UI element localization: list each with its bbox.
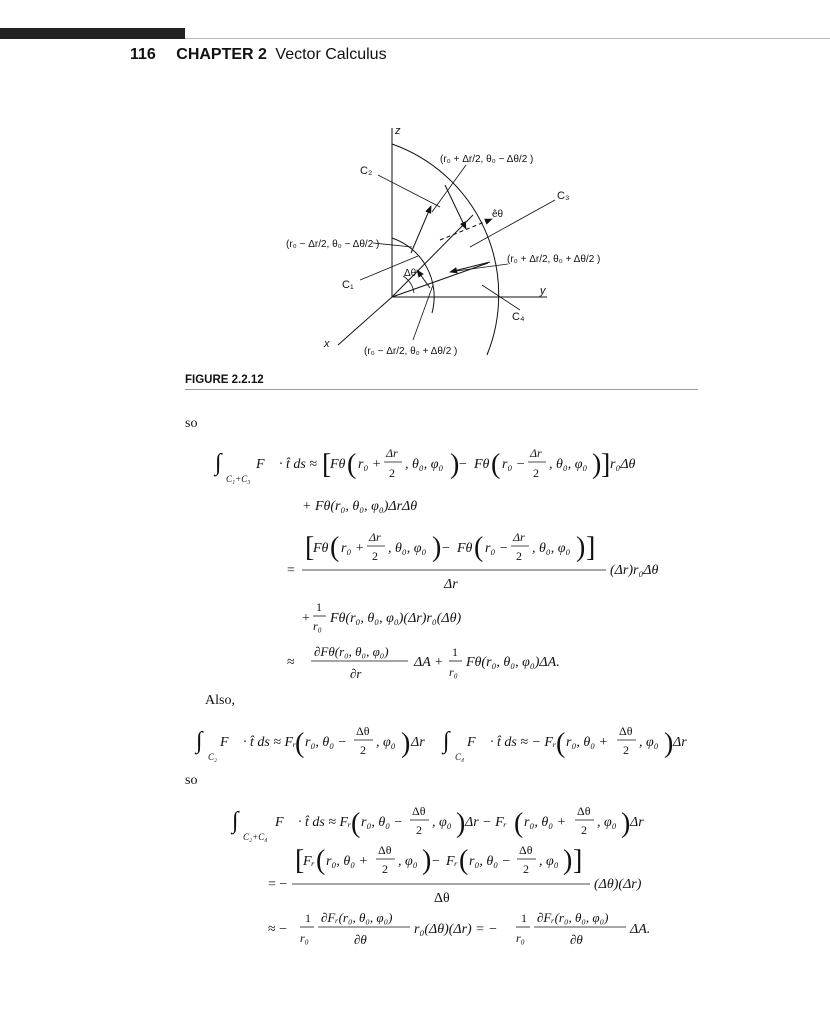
svg-text:[: [ [295, 845, 305, 876]
delta-theta-label: Δθ [404, 268, 417, 279]
c3-label: C₃ [557, 190, 570, 202]
figure-caption: FIGURE 2.2.12 [185, 374, 264, 386]
svg-text:2: 2 [533, 466, 539, 480]
svg-text:r₀ −: r₀ − [502, 457, 526, 472]
svg-text:): ) [563, 845, 573, 876]
svg-text:): ) [432, 532, 442, 563]
svg-text:C₄: C₄ [455, 752, 465, 762]
svg-text:r₀ +: r₀ + [341, 541, 365, 556]
svg-text:r₀: r₀ [300, 931, 309, 945]
svg-text:=: = [287, 563, 295, 578]
svg-text:F⃗ · t̂ ds ≈ Fᵣ: F⃗ · t̂ ds ≈ Fᵣ [275, 815, 352, 830]
svg-text:(: ( [556, 728, 566, 759]
svg-text:Fᵣ: Fᵣ [446, 854, 458, 869]
c1-label: C₁ [342, 279, 354, 291]
svg-text:(: ( [347, 449, 357, 480]
c2-label: C₂ [360, 165, 373, 177]
svg-text:ΔA +: ΔA + [414, 655, 444, 670]
svg-text:(: ( [514, 808, 524, 839]
svg-text:r₀, θ₀ +: r₀, θ₀ + [566, 735, 609, 750]
e-theta-label: êθ [492, 209, 504, 220]
svg-text:, θ₀, φ₀: , θ₀, φ₀ [388, 541, 427, 556]
svg-text:−: − [442, 541, 450, 556]
svg-text:r₀: r₀ [313, 619, 322, 633]
svg-text:1: 1 [521, 911, 527, 925]
svg-text:Δθ: Δθ [434, 891, 450, 906]
svg-text:∫: ∫ [196, 728, 203, 754]
page-number: 116 [130, 46, 156, 63]
svg-text:ΔA.: ΔA. [630, 922, 651, 937]
svg-text:+ Fθ(r₀, θ₀, φ₀)ΔrΔθ: + Fθ(r₀, θ₀, φ₀)ΔrΔθ [302, 499, 418, 514]
svg-text:, φ₀: , φ₀ [376, 735, 396, 750]
svg-text:): ) [592, 449, 602, 480]
svg-text:+: + [302, 611, 310, 626]
text-also: Also, [205, 693, 235, 708]
svg-text:Δθ: Δθ [519, 843, 533, 857]
svg-text:Δr: Δr [369, 530, 381, 544]
svg-text:): ) [401, 728, 411, 759]
svg-text:−: − [432, 854, 440, 869]
svg-text:): ) [664, 728, 674, 759]
svg-text:1: 1 [316, 600, 322, 614]
svg-text:= −: = − [268, 877, 288, 892]
svg-text:∂r: ∂r [350, 666, 362, 681]
svg-text:≈ −: ≈ − [268, 922, 288, 937]
svg-text:[: [ [305, 532, 315, 563]
c4-label: C₄ [512, 311, 525, 323]
svg-text:Fθ: Fθ [313, 541, 329, 556]
svg-text:Fθ(r₀, θ₀, φ₀)ΔA.: Fθ(r₀, θ₀, φ₀)ΔA. [466, 655, 560, 670]
svg-text:C₂: C₂ [208, 752, 218, 762]
point-top-label: (r₀ + Δr/2, θ₀ − Δθ/2 ) [440, 154, 534, 165]
svg-text:C₂+C₄: C₂+C₄ [243, 832, 268, 842]
svg-text:(: ( [330, 532, 340, 563]
svg-text:, θ₀, φ₀: , θ₀, φ₀ [532, 541, 571, 556]
point-bottom-label: (r₀ − Δr/2, θ₀ + Δθ/2 ) [364, 346, 458, 357]
svg-text:): ) [450, 449, 460, 480]
svg-text:Δr: Δr [444, 577, 458, 592]
svg-text:r₀(Δθ)(Δr) = −: r₀(Δθ)(Δr) = − [414, 922, 498, 937]
svg-text:∂Fᵣ(r₀, θ₀, φ₀): ∂Fᵣ(r₀, θ₀, φ₀) [321, 910, 393, 925]
svg-text:(Δθ)(Δr): (Δθ)(Δr) [594, 877, 642, 892]
svg-text:1: 1 [452, 645, 458, 659]
svg-text:Fθ: Fθ [474, 457, 490, 472]
svg-text:2: 2 [581, 823, 587, 837]
text-so-2: so [185, 773, 198, 788]
svg-text:F⃗ · t̂ ds ≈ − Fᵣ: F⃗ · t̂ ds ≈ − Fᵣ [467, 735, 557, 750]
svg-text:, φ₀: , φ₀ [639, 735, 659, 750]
svg-text:, θ₀, φ₀: , θ₀, φ₀ [405, 457, 444, 472]
x-label: x [324, 338, 330, 350]
svg-text:, φ₀: , φ₀ [539, 854, 559, 869]
svg-text:≈: ≈ [287, 655, 295, 670]
svg-text:2: 2 [382, 862, 388, 876]
svg-text:2: 2 [516, 549, 522, 563]
svg-text:, θ₀, φ₀: , θ₀, φ₀ [549, 457, 588, 472]
svg-text:(: ( [316, 845, 326, 876]
point-left-label: (r₀ − Δr/2, θ₀ − Δθ/2 ) [286, 239, 380, 250]
svg-text:r₀, θ₀ +: r₀, θ₀ + [326, 854, 369, 869]
svg-text:, φ₀: , φ₀ [597, 815, 617, 830]
svg-text:Fθ: Fθ [330, 457, 346, 472]
svg-text:r₀ −: r₀ − [485, 541, 509, 556]
svg-text:∂Fθ(r₀, θ₀, φ₀): ∂Fθ(r₀, θ₀, φ₀) [314, 644, 389, 659]
svg-text:r₀ +: r₀ + [358, 457, 382, 472]
svg-text:Δr: Δr [513, 530, 525, 544]
svg-text:Δr: Δr [530, 446, 542, 460]
svg-text:2: 2 [623, 743, 629, 757]
point-right-label: (r₀ + Δr/2, θ₀ + Δθ/2 ) [507, 254, 601, 265]
svg-text:−: − [459, 457, 467, 472]
svg-text:Δr − Fᵣ: Δr − Fᵣ [465, 815, 508, 830]
svg-text:r₀, θ₀ −: r₀, θ₀ − [361, 815, 404, 830]
svg-text:r₀: r₀ [516, 931, 525, 945]
svg-text:, φ₀: , φ₀ [432, 815, 452, 830]
chapter-label: CHAPTER 2 [176, 46, 267, 63]
svg-text:2: 2 [416, 823, 422, 837]
svg-text:Δr: Δr [411, 735, 425, 750]
svg-text:r₀Δθ: r₀Δθ [610, 457, 636, 472]
svg-text:]: ] [573, 845, 583, 876]
svg-text:(: ( [295, 728, 305, 759]
svg-text:Δr: Δr [386, 446, 398, 460]
svg-text:, φ₀: , φ₀ [398, 854, 418, 869]
svg-text:1: 1 [305, 911, 311, 925]
svg-text:Δr: Δr [630, 815, 644, 830]
text-so-1: so [185, 416, 198, 431]
svg-text:r₀: r₀ [449, 665, 458, 679]
svg-text:(: ( [459, 845, 469, 876]
svg-text:Fθ: Fθ [457, 541, 473, 556]
svg-text:[: [ [322, 449, 332, 480]
svg-text:∂θ: ∂θ [354, 932, 367, 947]
svg-text:Δθ: Δθ [577, 804, 591, 818]
svg-text:): ) [576, 532, 586, 563]
svg-text:(Δr)r₀Δθ: (Δr)r₀Δθ [610, 563, 659, 578]
svg-text:∫: ∫ [215, 450, 222, 476]
svg-text:∫: ∫ [443, 728, 450, 754]
z-label: z [395, 125, 401, 137]
svg-text:(: ( [491, 449, 501, 480]
svg-text:Fθ(r₀, θ₀, φ₀)(Δr)r₀(Δθ): Fθ(r₀, θ₀, φ₀)(Δr)r₀(Δθ) [330, 611, 462, 626]
y-label: y [540, 285, 546, 297]
svg-text:(: ( [351, 808, 361, 839]
svg-text:Δθ: Δθ [619, 724, 633, 738]
svg-text:Δθ: Δθ [356, 724, 370, 738]
svg-text:Δθ: Δθ [378, 843, 392, 857]
svg-text:r₀, θ₀ −: r₀, θ₀ − [305, 735, 348, 750]
svg-text:(: ( [474, 532, 484, 563]
svg-text:∂θ: ∂θ [570, 932, 583, 947]
svg-text:F⃗ · t̂ ds ≈: F⃗ · t̂ ds ≈ [256, 457, 317, 472]
svg-text:): ) [456, 808, 466, 839]
svg-text:2: 2 [523, 862, 529, 876]
svg-text:Fᵣ: Fᵣ [303, 854, 315, 869]
svg-text:): ) [621, 808, 631, 839]
svg-text:C₁+C₃: C₁+C₃ [226, 474, 251, 484]
svg-text:∂Fᵣ(r₀, θ₀, φ₀): ∂Fᵣ(r₀, θ₀, φ₀) [537, 910, 609, 925]
svg-text:Δr: Δr [673, 735, 687, 750]
svg-text:r₀, θ₀ −: r₀, θ₀ − [469, 854, 512, 869]
svg-text:F⃗ · t̂ ds ≈ Fᵣ: F⃗ · t̂ ds ≈ Fᵣ [220, 735, 297, 750]
svg-text:2: 2 [360, 743, 366, 757]
svg-text:]: ] [601, 449, 611, 480]
chapter-title: Vector Calculus [275, 46, 387, 63]
svg-text:∫: ∫ [232, 808, 239, 834]
svg-text:2: 2 [372, 549, 378, 563]
svg-text:Δθ: Δθ [412, 804, 426, 818]
svg-text:]: ] [586, 532, 596, 563]
svg-text:): ) [422, 845, 432, 876]
svg-text:2: 2 [389, 466, 395, 480]
svg-text:r₀, θ₀ +: r₀, θ₀ + [524, 815, 567, 830]
